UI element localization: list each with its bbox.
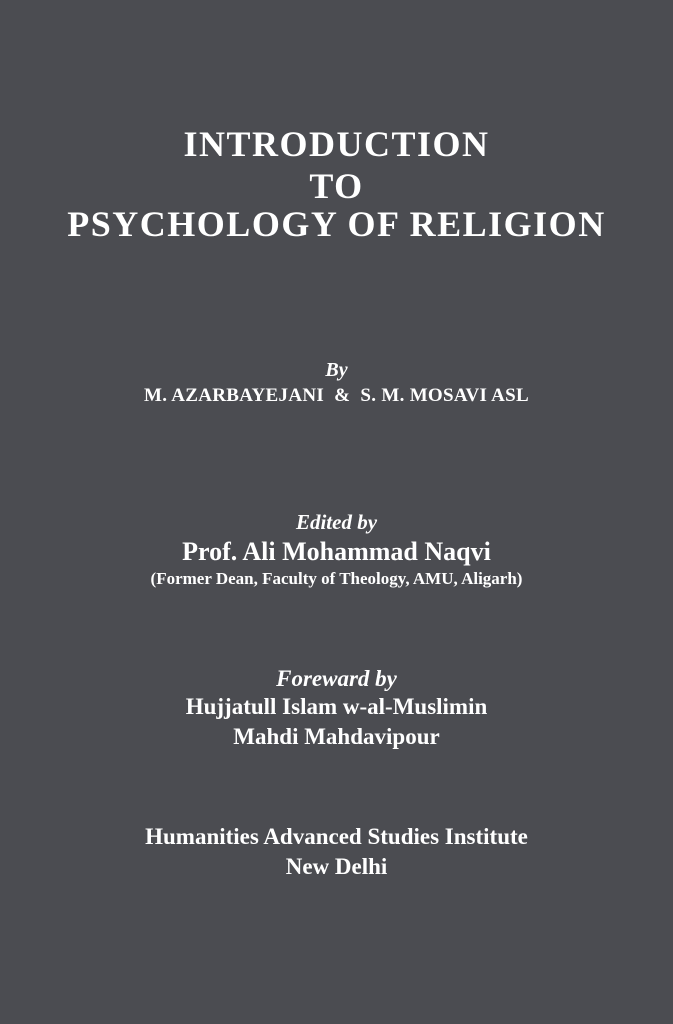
publisher-name: Humanities Advanced Studies Institute xyxy=(145,824,528,849)
publisher-city: New Delhi xyxy=(285,854,388,879)
title-line-1: INTRODUCTION xyxy=(183,124,490,164)
by-label: By xyxy=(325,359,348,381)
authors: M. AZARBAYEJANI & S. M. MOSAVI ASL xyxy=(143,385,530,406)
title-line-3: PSYCHOLOGY OF RELIGION xyxy=(67,204,606,244)
foreword-author-line-2: Mahdi Mahdavipour xyxy=(233,724,440,749)
editor-affiliation: (Former Dean, Faculty of Theology, AMU, Aligarh) xyxy=(150,569,523,588)
edited-by-label: Edited by xyxy=(295,510,378,534)
editor-name: Prof. Ali Mohammad Naqvi xyxy=(182,537,491,566)
title-line-2: TO xyxy=(309,166,364,206)
foreword-label: Foreward by xyxy=(276,666,397,691)
foreword-author-line-1: Hujjatull Islam w-al-Muslimin xyxy=(185,694,488,719)
